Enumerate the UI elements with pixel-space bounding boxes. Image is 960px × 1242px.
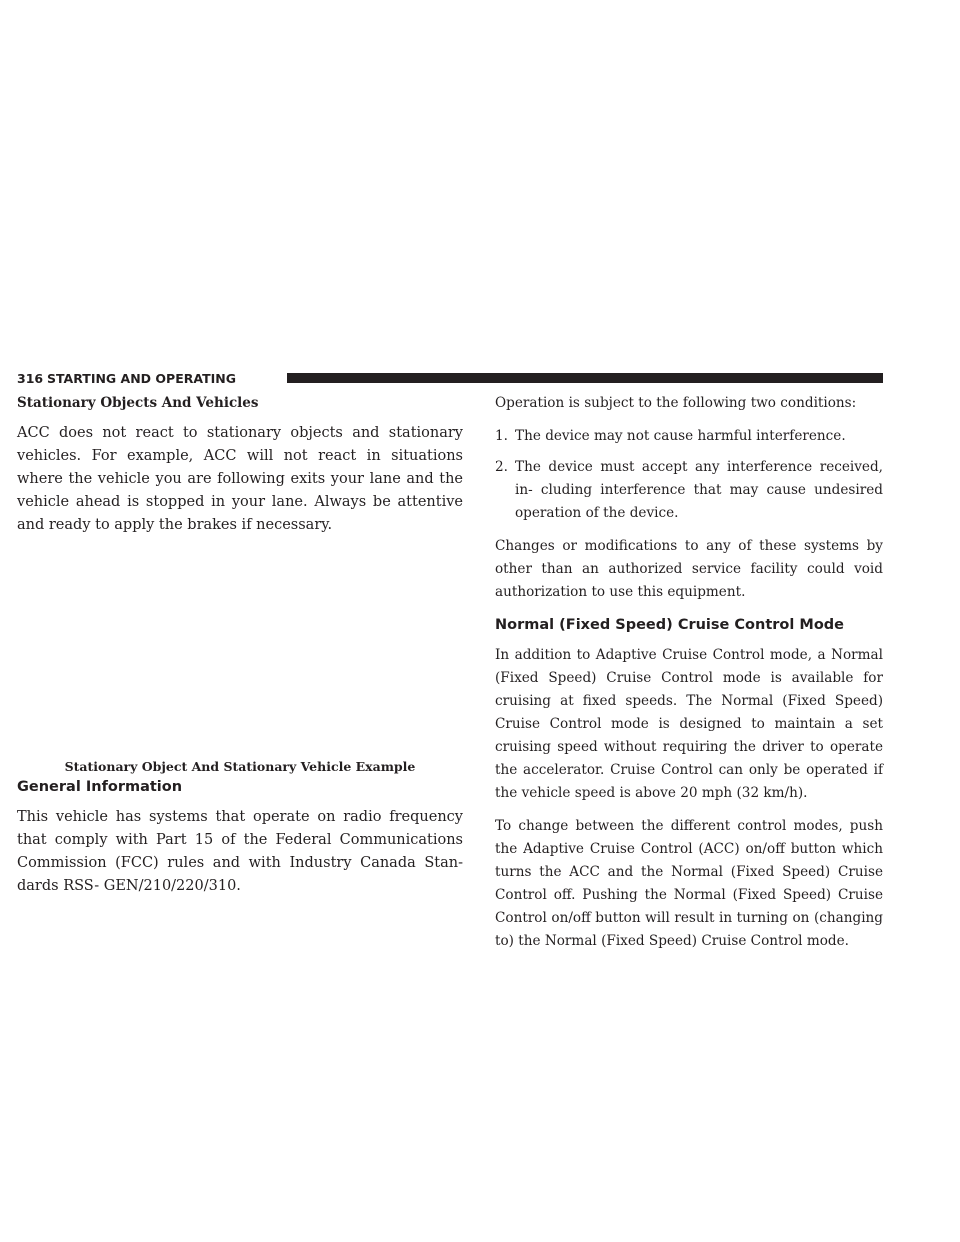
page-number: 316 — [17, 371, 44, 386]
page-header — [17, 370, 883, 388]
list-item — [495, 456, 883, 525]
general-information-paragraph: This vehicle has systems that operate on radio frequency that comply with Part 15 of the Federal Communications Commission (FCC) rules and with Industry Canada Stan- dards RSS- GEN/210/220/310. — [17, 809, 463, 894]
conditions-intro: Operation is subject to the following two conditions: — [495, 395, 857, 411]
header-rule — [287, 373, 883, 383]
list-item — [495, 425, 883, 448]
figure-placeholder — [17, 547, 463, 752]
stationary-objects-paragraph: ACC does not react to stationary objects and stationary vehicles. For example, ACC will not react in situations where the vehicle you are following exits your lane and the vehicle ahead is stopped in your lane. Always be attentive and ready to apply the brakes if necessary. — [17, 425, 463, 533]
conditions-list — [495, 425, 883, 525]
normal-cruise-paragraph-2: To change between the different control modes, push the Adaptive Cruise Control (ACC) on/off button which turns the ACC and the Normal (Fixed Speed) Cruise Control off. Pushing the Normal (Fixed Speed) Cruise Control on/off button will result in turning on (changing to) the Normal (Fixed Speed) Cruise Control mode. — [495, 818, 883, 949]
figure-caption: Stationary Object And Stationary Vehicle Example — [64, 759, 416, 774]
list-item-text: The device may not cause harmful interference. — [515, 428, 846, 444]
right-column — [495, 392, 883, 963]
section-title: STARTING AND OPERATING — [47, 371, 236, 386]
list-item-text: The device must accept any interference received, in- cluding interference that may cause undesired operation of the device. — [515, 459, 883, 521]
stationary-objects-heading: Stationary Objects And Vehicles — [17, 395, 259, 411]
general-information-heading: General Information — [17, 779, 183, 795]
list-item-number: 1. — [495, 428, 508, 444]
changes-paragraph: Changes or modifications to any of these systems by other than an authorized service facility could void authorization to use this equipment. — [495, 538, 883, 600]
list-item-number: 2. — [495, 459, 508, 475]
normal-cruise-paragraph-1: In addition to Adaptive Cruise Control mode, a Normal (Fixed Speed) Cruise Control mode is available for cruising at fixed speeds. The Normal (Fixed Speed) Cruise Control mode is designed to maintain a set cruising speed without requiring the driver to operate the accelerator. Cruise Control can only be operated if the vehicle speed is above 20 mph (32 km/h). — [495, 647, 883, 801]
normal-cruise-heading: Normal (Fixed Speed) Cruise Control Mode — [495, 617, 845, 633]
left-column — [17, 392, 463, 908]
